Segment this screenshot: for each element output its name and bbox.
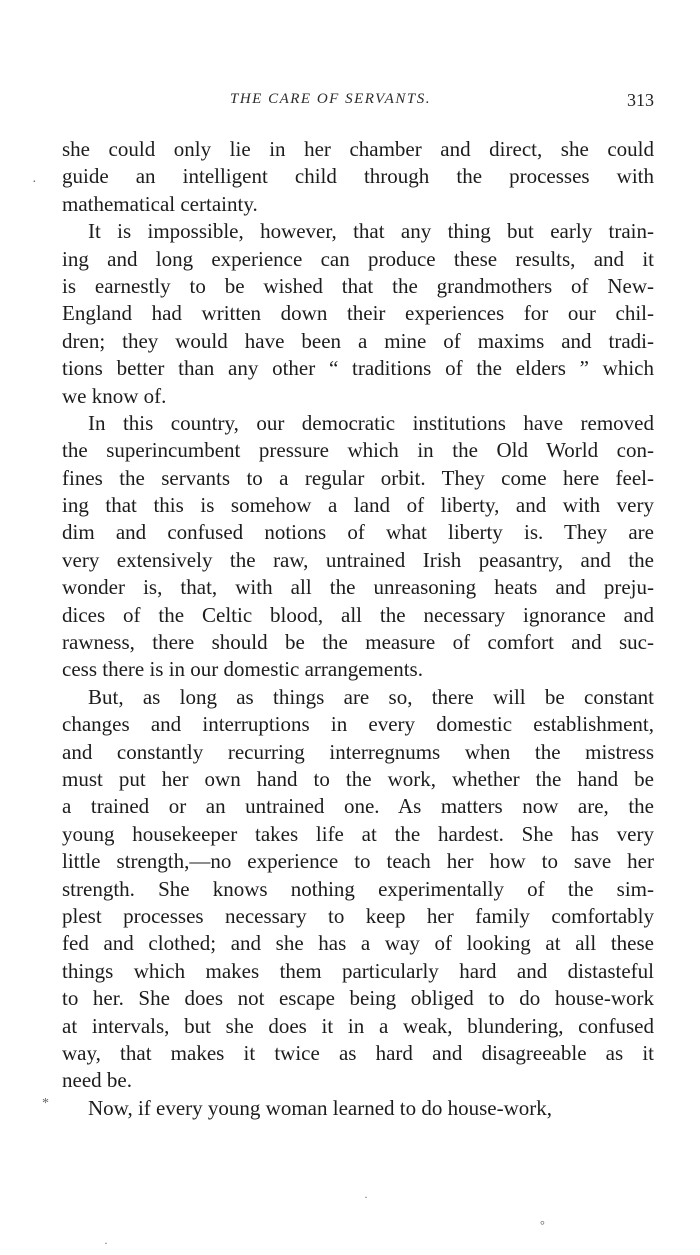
text-line: ing that this is somehow a land of liberty, and with very [62, 493, 654, 518]
page-speck: ° [540, 1218, 545, 1232]
text-line: rawness, there should be the measure of comfort and suc- [62, 630, 654, 655]
text-line: In this country, our democratic institutions have removed [88, 410, 654, 435]
page-speck: · [364, 1190, 368, 1204]
text-line: plest processes necessary to keep her family comfortably [62, 903, 654, 928]
text-line: must put her own hand to the work, whether the hand be [62, 766, 654, 791]
text-line: little strength,—no experience to teach her how to save her [62, 849, 654, 874]
text-line: and constantly recurring interregnums when the mistress [62, 739, 654, 764]
text-line: very extensively the raw, untrained Irish peasantry, and the [62, 547, 654, 572]
text-line: But, as long as things are so, there will be constant [88, 684, 654, 709]
margin-speck: · [32, 175, 37, 190]
text-line: changes and interruptions in every domestic establishment, [62, 712, 654, 737]
text-line: fed and clothed; and she has a way of looking at all these [62, 931, 654, 956]
text-line: fines the servants to a regular orbit. They come here feel- [62, 465, 654, 490]
text-line: young housekeeper takes life at the hardest. She has very [62, 821, 654, 846]
text-line: we know of. [62, 383, 167, 408]
text-line: need be. [62, 1068, 132, 1093]
margin-speck: * [42, 1096, 49, 1111]
text-line: dices of the Celtic blood, all the necessary ignorance and [62, 602, 654, 627]
text-line: strength. She knows nothing experimentally of the sim- [62, 876, 654, 901]
text-line: England had written down their experiences for our chil- [62, 301, 654, 326]
page-speck: · [104, 1236, 108, 1250]
text-line: at intervals, but she does it in a weak, blundering, confused [62, 1013, 654, 1038]
text-line: she could only lie in her chamber and direct, she could [62, 137, 654, 161]
text-line: tions better than any other “ traditions of the elders ” which [62, 356, 654, 381]
page-header [62, 91, 654, 115]
text-line: the superincumbent pressure which in the Old World con- [62, 438, 654, 463]
text-line: things which makes them particularly hard and distasteful [62, 958, 654, 983]
running-title: THE CARE OF SERVANTS. [230, 91, 431, 107]
text-line: mathematical certainty. [62, 191, 258, 216]
text-line: cess there is in our domestic arrangements. [62, 657, 423, 682]
text-line: way, that makes it twice as hard and disagreeable as it [62, 1040, 654, 1065]
text-line: dren; they would have been a mine of maxims and tradi- [62, 328, 654, 353]
text-line: is earnestly to be wished that the grandmothers of New- [62, 273, 654, 298]
text-line: wonder is, that, with all the unreasoning heats and preju- [62, 575, 654, 600]
body-text [62, 136, 654, 1122]
text-line: Now, if every young woman learned to do house-work, [88, 1095, 553, 1120]
text-line: guide an intelligent child through the processes with [62, 164, 654, 189]
text-line: dim and confused notions of what liberty is. They are [62, 520, 654, 545]
text-line: It is impossible, however, that any thing but early train- [88, 219, 654, 244]
page-number: 313 [627, 90, 654, 110]
text-line: to her. She does not escape being obliged to do house-work [62, 986, 654, 1011]
text-line: ing and long experience can produce these results, and it [62, 246, 654, 271]
text-line: a trained or an untrained one. As matters now are, the [62, 794, 654, 819]
